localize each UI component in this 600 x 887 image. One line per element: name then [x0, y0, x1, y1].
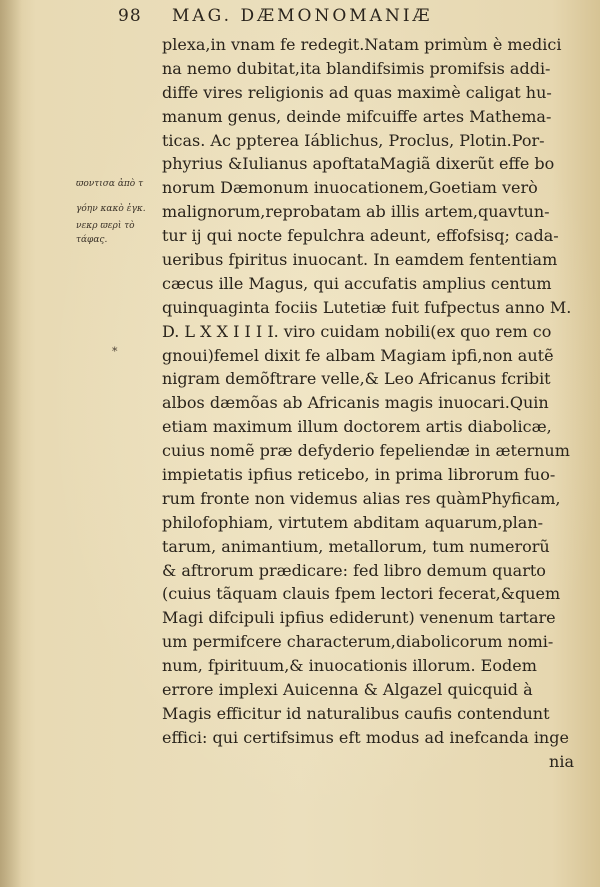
text-line: rum fronte non videmus alias res quàmPhyficam, [162, 488, 561, 508]
text-line: norum Dæmonum inuocationem,Goetiam verò [162, 178, 538, 198]
text-line: errore implexi Auicenna & Algazel quicquid à [162, 680, 533, 700]
text-line: etiam maximum illum doctorem artis diabolicæ, [162, 417, 552, 437]
text-line: na nemo dubitat,ita blandifsimis promifsis addi- [162, 58, 551, 78]
margin-asterisk: * [112, 345, 118, 358]
running-head: MAG. DÆMONOMANIÆ [172, 6, 433, 26]
text-line: quinquaginta fociis Lutetiæ fuit fufpectus anno M. [162, 297, 572, 317]
text-line: cuius nomẽ præ defyderio fepeliendæ in æternum [162, 441, 570, 461]
text-line: plexa,in vnam fe redegit.Natam primùm è medici [162, 35, 562, 54]
text-line: D. L X X I I I I. viro cuidam nobili(ex quo rem co [162, 321, 552, 341]
margin-note-line: τάφας. [76, 235, 108, 245]
text-line: & aftrorum prædicare: fed libro demum quarto [162, 560, 546, 580]
text-line: num, fpirituum,& inuocationis illorum. Eodem [162, 656, 537, 676]
text-line: Magis efficitur id naturalibus caufis contendunt [162, 703, 550, 723]
text-line: albos dæmõas ab Africanis magis inuocari.Quin [162, 393, 549, 413]
body-text [162, 33, 598, 774]
margin-note-line: νεκρ ϖερὶ τὸ [76, 221, 135, 231]
catchword: nia [549, 751, 574, 771]
text-line: malignorum,reprobatam ab illis artem,quavtun- [162, 202, 550, 222]
text-line: tarum, animantium, metallorum, tum numerorũ [162, 536, 550, 556]
text-line: ueribus fpiritus inuocant. In eamdem fententiam [162, 250, 558, 270]
margin-note-line: γόην κακὸ ἐγκ. [76, 204, 146, 214]
page-gutter-shadow [0, 0, 22, 887]
text-line: gnoui)femel dixit fe albam Magiam ipfi,non autẽ [162, 345, 554, 365]
text-line: tur ij qui nocte fepulchra adeunt, effofsisq; cada- [162, 226, 559, 246]
page-number: 98 [118, 6, 142, 26]
text-line: diffe vires religionis ad quas maximè caligat hu- [162, 82, 552, 102]
text-line: ticas. Ac ppterea Iáblichus, Proclus, Plotin.Por- [162, 130, 545, 150]
text-line: manum genus, deinde mifcuiffe artes Mathema- [162, 106, 552, 126]
text-line: effici: qui certifsimus eft modus ad inefcanda inge [162, 727, 569, 747]
text-line: (cuius tãquam clauis fpem lectori fecerat,&quem [162, 584, 561, 604]
text-line: Magi difcipuli ipfius ediderunt) venenum tartare [162, 608, 556, 628]
text-line: impietatis ipfius reticebo, in prima librorum fuo- [162, 465, 556, 485]
text-line: phyrius &Iulianus apoftataMagiã dixerũt effe bo [162, 154, 555, 174]
text-line: philofophiam, virtutem abditam aquarum,plan- [162, 512, 544, 532]
text-line: cæcus ille Magus, qui accufatis amplius centum [162, 273, 552, 293]
margin-note-line: ϖοντισα ἀπὸ τ [76, 179, 144, 189]
text-line: um permifcere characterum,diabolicorum nomi- [162, 632, 554, 652]
text-line: nigram demõftrare velle,& Leo Africanus fcribit [162, 369, 551, 389]
